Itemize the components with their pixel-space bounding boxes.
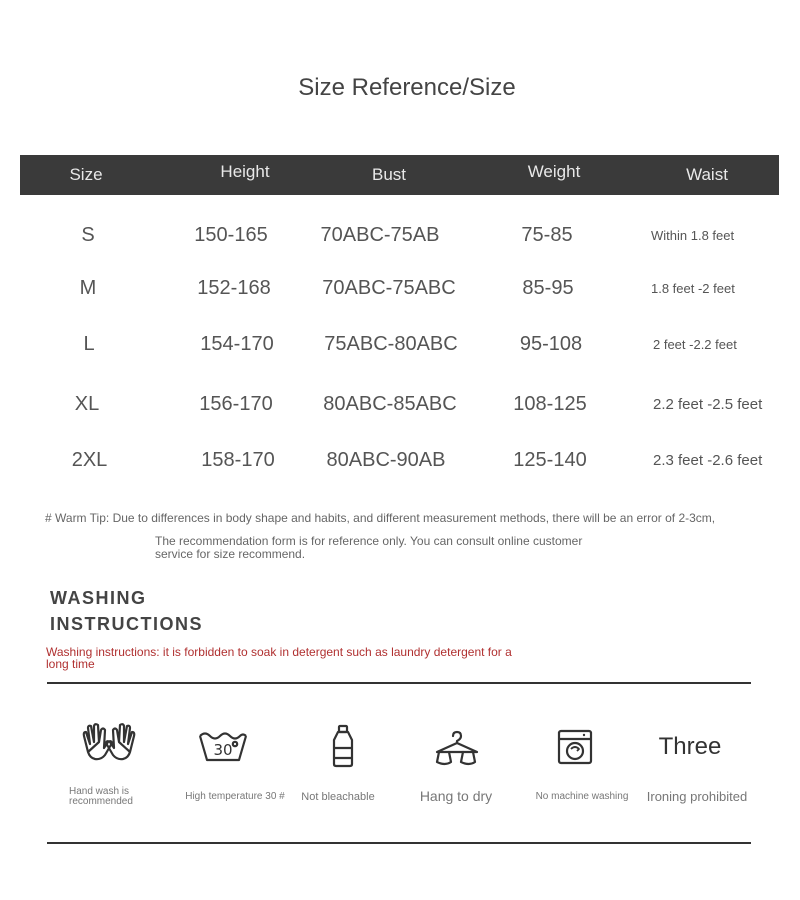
header-bust: Bust — [371, 165, 407, 184]
header-waist: Waist — [686, 165, 728, 184]
header-weight: Weight — [527, 162, 581, 181]
wash-30-icon — [197, 728, 249, 764]
hanger-icon — [433, 730, 481, 766]
cell-waist: Within 1.8 feet — [651, 228, 735, 243]
washing-note: Washing instructions: it is forbidden to soak in detergent such as laundry detergent for a long time — [46, 645, 512, 671]
svg-text:30: 30 — [213, 741, 233, 759]
washing-machine-icon — [557, 729, 593, 765]
cell-height: 158-170 — [201, 449, 275, 471]
washing-title-line2: INSTRUCTIONS — [50, 614, 203, 634]
cell-height: 154-170 — [200, 333, 274, 355]
cell-weight: 125-140 — [513, 449, 587, 471]
cell-size: XL — [74, 393, 100, 415]
bottle-icon — [329, 724, 357, 768]
divider-top — [47, 682, 751, 684]
caption-ironing-prohibited: Ironing prohibited — [646, 789, 748, 804]
cell-height: 150-165 — [194, 224, 268, 246]
cell-waist: 2 feet -2.2 feet — [653, 337, 737, 352]
cell-size: L — [83, 333, 95, 355]
header-height: Height — [220, 162, 270, 181]
cell-size: M — [79, 277, 97, 299]
hand-wash-icon — [80, 722, 138, 764]
cell-waist: 2.3 feet -2.6 feet — [653, 452, 763, 469]
cell-bust: 70ABC-75AB — [320, 224, 440, 246]
cell-bust: 75ABC-80ABC — [324, 333, 458, 355]
header-size: Size — [69, 165, 103, 184]
warm-tip-line2: The recommendation form is for reference only. You can consult online customer — [155, 534, 583, 548]
cell-bust: 70ABC-75ABC — [322, 277, 456, 299]
page-title: Size Reference/Size — [298, 74, 516, 101]
size-table-header — [20, 155, 779, 195]
cell-size: S — [81, 224, 95, 246]
caption-no-machine-washing: No machine washing — [535, 791, 629, 802]
cell-waist: 1.8 feet -2 feet — [651, 281, 735, 296]
cell-height: 152-168 — [197, 277, 271, 299]
caption-hand-wash: Hand wash is recommended — [69, 786, 133, 807]
cell-bust: 80ABC-85ABC — [323, 393, 457, 415]
cell-height: 156-170 — [199, 393, 273, 415]
warm-tip-line1: # Warm Tip: Due to differences in body shape and habits, and different measurement methods, there will be an error of 2-3cm, — [45, 511, 716, 525]
cell-bust: 80ABC-90AB — [326, 449, 446, 471]
washing-title — [50, 585, 203, 637]
divider-bottom — [47, 842, 751, 844]
cell-weight: 85-95 — [522, 277, 574, 299]
cell-waist: 2.2 feet -2.5 feet — [653, 396, 763, 413]
cell-weight: 95-108 — [519, 333, 583, 355]
cell-size: 2XL — [71, 449, 108, 471]
cell-weight: 75-85 — [521, 224, 573, 246]
caption-30-degrees: High temperature 30 # — [185, 791, 285, 802]
warm-tip-line3: service for size recommend. — [155, 547, 306, 561]
ironing-three-label: Three — [658, 733, 722, 760]
caption-not-bleachable: Not bleachable — [301, 791, 375, 803]
cell-weight: 108-125 — [513, 393, 587, 415]
caption-hang-to-dry: Hang to dry — [419, 788, 493, 804]
washing-title-line1: WASHING — [50, 588, 147, 608]
